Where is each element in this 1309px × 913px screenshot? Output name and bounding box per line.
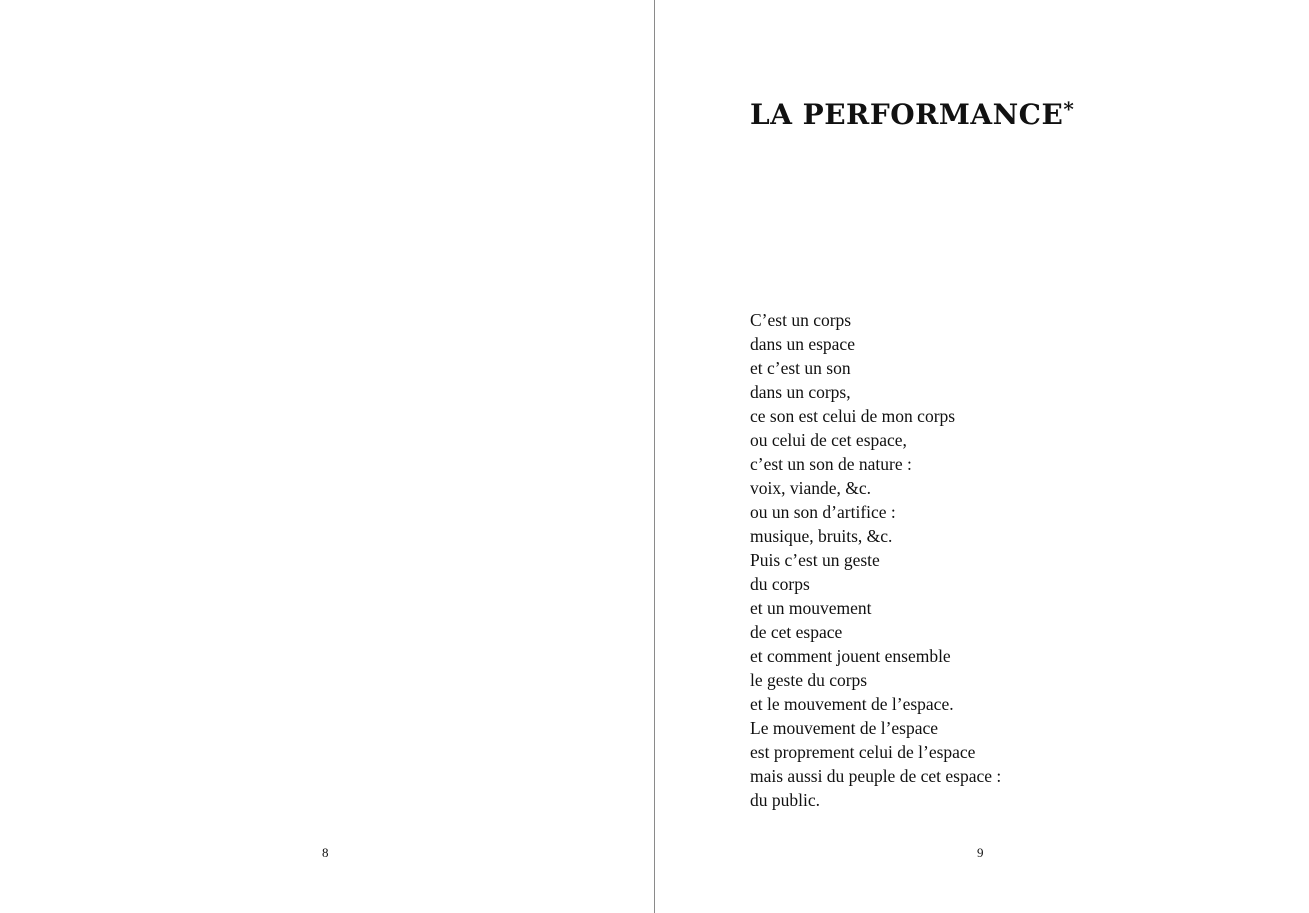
poem-line: le geste du corps	[750, 670, 868, 690]
poem-line: Puis c’est un geste	[750, 550, 880, 570]
right-page	[655, 0, 1309, 913]
page-number-right: 9	[977, 845, 984, 860]
left-page	[0, 0, 654, 913]
poem-line: c’est un son de nature :	[750, 454, 912, 474]
page-number-left: 8	[322, 845, 329, 860]
poem-line: est proprement celui de l’espace	[750, 742, 976, 762]
poem-line: du corps	[750, 574, 810, 594]
poem-line: et le mouvement de l’espace.	[750, 694, 954, 714]
chapter-title-text: LA PERFORMANCE	[750, 98, 1064, 131]
poem-line: voix, viande, &c.	[750, 478, 872, 498]
poem-text	[750, 308, 1001, 812]
footnote-marker: *	[1063, 97, 1075, 121]
poem-line: dans un corps,	[750, 382, 851, 402]
poem-line: ou celui de cet espace,	[750, 430, 907, 450]
chapter-title	[750, 91, 1074, 133]
poem-line: et un mouvement	[750, 598, 872, 618]
poem-line: dans un espace	[750, 334, 855, 354]
poem-line: ou un son d’artifice :	[750, 502, 896, 522]
poem-line: C’est un corps	[750, 310, 852, 330]
poem-line: et comment jouent ensemble	[750, 646, 951, 666]
poem-line: et c’est un son	[750, 358, 851, 378]
poem-line: Le mouvement de l’espace	[750, 718, 939, 738]
poem-line: du public.	[750, 790, 820, 810]
poem-line: mais aussi du peuple de cet espace :	[750, 766, 1002, 786]
poem-line: musique, bruits, &c.	[750, 526, 893, 546]
poem-line: de cet espace	[750, 622, 843, 642]
poem-line: ce son est celui de mon corps	[750, 406, 956, 426]
